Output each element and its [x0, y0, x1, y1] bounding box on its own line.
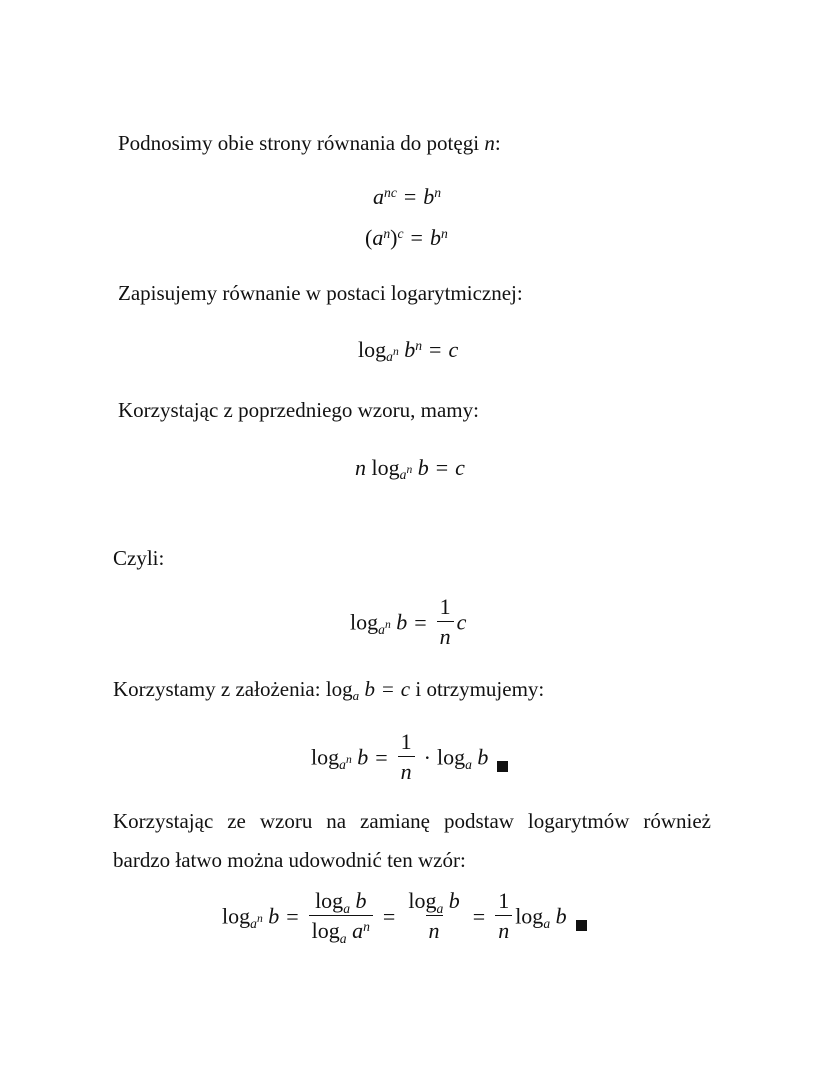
- fraction-one-over-n: $\frac{1}{n}$: [495, 889, 512, 942]
- paragraph-raise-power: Podnosimy obie strony równania do potęgi n:: [118, 131, 501, 155]
- equation-a-n-power-c: $(a^n)^c = b^n$: [365, 225, 448, 250]
- paragraph-previous-formula: Korzystając z poprzedniego wzoru, mamy:: [118, 398, 479, 422]
- qed-square-icon: [576, 920, 587, 931]
- paragraph-logarithmic-form: Zapisujemy równanie w postaci logarytmicznej:: [118, 281, 523, 305]
- fraction-log-a-b-over-log-a-an: $\frac{\log_a b}{\log_a a^n}$: [309, 889, 373, 942]
- fraction-one-over-n: $\frac{1}{n}$: [398, 730, 415, 783]
- equation-log-an-b-fraction: $\log_{a^n} b$ = $\frac{1}{n}$ c: [350, 594, 467, 650]
- paragraph-assumption: Korzystamy z założenia: $\log_a b = c$ i otrzymujemy:: [113, 677, 545, 704]
- equation-n-log-an-b: n $\log_{a^n} b = c$: [355, 455, 465, 483]
- fraction-one-over-n: $\frac{1}{n}$: [437, 595, 454, 648]
- equation-result-one: $\log_{a^n} b$ = $\frac{1}{n}$ · $\log_a b$: [311, 733, 508, 786]
- qed-square-icon: [497, 761, 508, 772]
- paragraph-change-of-base: Korzystając ze wzoru na zamianę podstaw logarytmów również bardzo łatwo można udowodnić ten wzór:: [113, 809, 711, 872]
- paragraph-czyli: Czyli:: [113, 546, 165, 570]
- inline-equation-log-a-b-equals-c: $\log_a b = c$: [325, 677, 411, 704]
- equation-a-nc-equals-b-n: $a^{nc} = b^n$: [373, 184, 442, 209]
- equation-log-an-bn: $\log_{a^n} b^n = c$: [358, 337, 459, 365]
- fraction-log-a-b-over-n: $\frac{\log_a b}{n}$: [408, 888, 460, 944]
- equation-change-of-base-proof: $\log_{a^n} b$ = $\frac{\log_a b}{\log_a a^n}$ = $\frac{\log_a b}{n}$ = $\frac{1}{n}$ $\log_a b$: [222, 892, 587, 945]
